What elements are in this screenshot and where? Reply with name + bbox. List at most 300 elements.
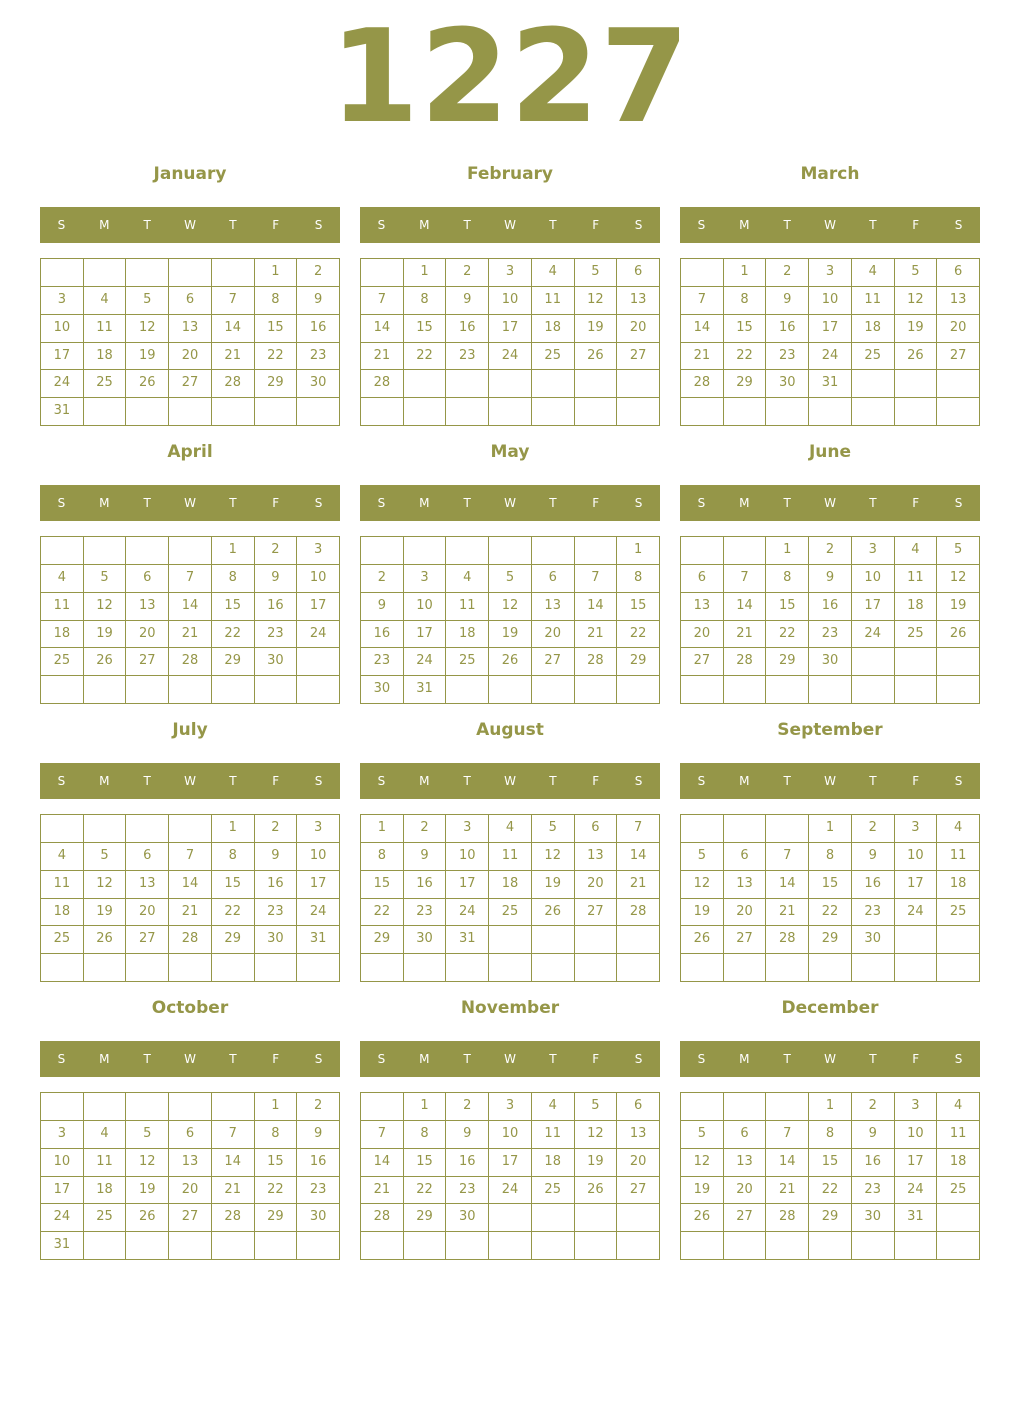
day-cell: 14 xyxy=(766,871,809,899)
day-cell: 26 xyxy=(126,370,169,398)
day-cell: 4 xyxy=(489,815,532,843)
empty-cell xyxy=(617,1204,660,1232)
day-cell: 25 xyxy=(532,1177,575,1205)
day-cell: 17 xyxy=(489,315,532,343)
day-cell: 7 xyxy=(724,565,767,593)
day-cell: 18 xyxy=(446,621,489,649)
day-cell: 27 xyxy=(169,1204,212,1232)
day-cell: 21 xyxy=(361,1177,404,1205)
day-cell: 21 xyxy=(361,343,404,371)
weekday-label: F xyxy=(592,218,600,232)
empty-cell xyxy=(617,398,660,426)
month-name: September xyxy=(777,720,883,740)
day-cell: 25 xyxy=(41,926,84,954)
day-cell: 20 xyxy=(681,621,724,649)
empty-cell xyxy=(724,1093,767,1121)
empty-cell xyxy=(489,1204,532,1232)
day-cell: 30 xyxy=(297,370,340,398)
weekday-header xyxy=(40,763,340,799)
day-cell: 7 xyxy=(681,287,724,315)
day-cell: 5 xyxy=(126,287,169,315)
day-cell: 22 xyxy=(212,899,255,927)
empty-cell xyxy=(126,1093,169,1121)
day-cell: 19 xyxy=(84,899,127,927)
day-cell: 7 xyxy=(575,565,618,593)
day-cell: 17 xyxy=(489,1149,532,1177)
day-cell: 23 xyxy=(446,1177,489,1205)
empty-cell xyxy=(169,1093,212,1121)
day-cell: 12 xyxy=(489,593,532,621)
day-cell: 30 xyxy=(446,1204,489,1232)
empty-cell xyxy=(126,954,169,982)
empty-cell xyxy=(681,537,724,565)
day-cell: 25 xyxy=(852,343,895,371)
day-cell: 24 xyxy=(809,343,852,371)
day-cell: 7 xyxy=(617,815,660,843)
day-cell: 29 xyxy=(361,926,404,954)
day-cell: 5 xyxy=(84,843,127,871)
empty-cell xyxy=(212,1093,255,1121)
day-cell: 9 xyxy=(404,843,447,871)
day-cell: 13 xyxy=(126,593,169,621)
empty-cell xyxy=(575,398,618,426)
day-cell: 1 xyxy=(212,537,255,565)
empty-cell xyxy=(126,815,169,843)
day-cell: 5 xyxy=(84,565,127,593)
day-grid xyxy=(360,536,660,704)
day-cell: 9 xyxy=(852,1121,895,1149)
weekday-label: F xyxy=(272,496,280,510)
month-name: July xyxy=(172,720,208,740)
day-cell: 6 xyxy=(937,259,980,287)
day-cell: 11 xyxy=(895,565,938,593)
day-cell: 6 xyxy=(126,565,169,593)
empty-cell xyxy=(724,676,767,704)
day-cell: 16 xyxy=(852,871,895,899)
day-cell: 4 xyxy=(532,1093,575,1121)
day-cell: 11 xyxy=(937,1121,980,1149)
day-cell: 15 xyxy=(212,593,255,621)
day-cell: 30 xyxy=(255,926,298,954)
day-cell: 23 xyxy=(297,1177,340,1205)
day-cell: 9 xyxy=(446,287,489,315)
day-cell: 31 xyxy=(809,370,852,398)
empty-cell xyxy=(575,954,618,982)
weekday-label: S xyxy=(377,774,386,788)
day-cell: 4 xyxy=(937,815,980,843)
weekday-label: F xyxy=(912,218,920,232)
day-cell: 20 xyxy=(169,343,212,371)
day-cell: 16 xyxy=(361,621,404,649)
day-cell: 10 xyxy=(895,1121,938,1149)
day-cell: 25 xyxy=(41,648,84,676)
empty-cell xyxy=(84,398,127,426)
day-cell: 22 xyxy=(404,343,447,371)
day-cell: 14 xyxy=(361,315,404,343)
day-cell: 30 xyxy=(766,370,809,398)
day-grid xyxy=(360,258,660,426)
weekday-header xyxy=(360,485,660,521)
day-cell: 9 xyxy=(852,843,895,871)
empty-cell xyxy=(575,676,618,704)
weekday-label: F xyxy=(592,774,600,788)
empty-cell xyxy=(532,954,575,982)
day-cell: 13 xyxy=(724,871,767,899)
empty-cell xyxy=(937,954,980,982)
day-cell: 6 xyxy=(724,1121,767,1149)
day-cell: 26 xyxy=(681,926,724,954)
weekday-label: W xyxy=(504,496,516,510)
day-cell: 22 xyxy=(617,621,660,649)
day-cell: 17 xyxy=(895,1149,938,1177)
day-cell: 4 xyxy=(41,843,84,871)
day-cell: 8 xyxy=(404,1121,447,1149)
day-cell: 18 xyxy=(937,1149,980,1177)
month-name: November xyxy=(460,998,560,1018)
empty-cell xyxy=(852,398,895,426)
day-cell: 17 xyxy=(41,1177,84,1205)
day-cell: 19 xyxy=(937,593,980,621)
day-cell: 18 xyxy=(532,315,575,343)
weekday-header xyxy=(40,1041,340,1077)
day-cell: 31 xyxy=(41,1232,84,1260)
day-cell: 26 xyxy=(575,343,618,371)
day-cell: 19 xyxy=(575,1149,618,1177)
weekday-label: S xyxy=(954,218,963,232)
weekday-header xyxy=(360,207,660,243)
day-cell: 11 xyxy=(852,287,895,315)
weekday-label: S xyxy=(697,218,706,232)
empty-cell xyxy=(41,259,84,287)
day-cell: 15 xyxy=(809,871,852,899)
day-cell: 21 xyxy=(212,343,255,371)
day-cell: 1 xyxy=(404,1093,447,1121)
day-cell: 11 xyxy=(532,1121,575,1149)
empty-cell xyxy=(937,926,980,954)
day-cell: 25 xyxy=(937,899,980,927)
weekday-label: W xyxy=(184,1052,196,1066)
day-cell: 27 xyxy=(617,343,660,371)
empty-cell xyxy=(852,954,895,982)
empty-cell xyxy=(532,926,575,954)
day-cell: 7 xyxy=(212,287,255,315)
empty-cell xyxy=(809,398,852,426)
weekday-label: M xyxy=(419,218,430,232)
day-cell: 5 xyxy=(126,1121,169,1149)
day-cell: 13 xyxy=(126,871,169,899)
day-cell: 24 xyxy=(404,648,447,676)
empty-cell xyxy=(489,537,532,565)
empty-cell xyxy=(724,398,767,426)
empty-cell xyxy=(681,954,724,982)
day-cell: 5 xyxy=(575,259,618,287)
day-cell: 28 xyxy=(724,648,767,676)
day-cell: 13 xyxy=(532,593,575,621)
day-cell: 27 xyxy=(532,648,575,676)
day-cell: 23 xyxy=(766,343,809,371)
day-cell: 22 xyxy=(255,343,298,371)
day-cell: 8 xyxy=(255,287,298,315)
day-cell: 20 xyxy=(575,871,618,899)
empty-cell xyxy=(446,676,489,704)
day-grid xyxy=(40,258,340,426)
day-cell: 10 xyxy=(489,1121,532,1149)
empty-cell xyxy=(489,370,532,398)
day-cell: 23 xyxy=(446,343,489,371)
empty-cell xyxy=(446,1232,489,1260)
empty-cell xyxy=(169,815,212,843)
empty-cell xyxy=(852,370,895,398)
day-cell: 6 xyxy=(169,287,212,315)
weekday-label: M xyxy=(419,774,430,788)
day-cell: 3 xyxy=(446,815,489,843)
day-cell: 21 xyxy=(212,1177,255,1205)
day-cell: 24 xyxy=(297,621,340,649)
day-cell: 1 xyxy=(255,259,298,287)
empty-cell xyxy=(895,648,938,676)
weekday-label: W xyxy=(824,774,836,788)
day-cell: 12 xyxy=(532,843,575,871)
day-cell: 24 xyxy=(489,343,532,371)
day-cell: 29 xyxy=(766,648,809,676)
day-cell: 6 xyxy=(617,1093,660,1121)
empty-cell xyxy=(361,1093,404,1121)
empty-cell xyxy=(404,370,447,398)
empty-cell xyxy=(41,537,84,565)
day-cell: 25 xyxy=(489,899,532,927)
empty-cell xyxy=(809,954,852,982)
day-cell: 15 xyxy=(255,1149,298,1177)
day-cell: 9 xyxy=(255,565,298,593)
empty-cell xyxy=(766,815,809,843)
day-cell: 27 xyxy=(575,899,618,927)
month-name: October xyxy=(151,998,229,1018)
weekday-label: F xyxy=(592,496,600,510)
month-name: December xyxy=(781,998,879,1018)
day-cell: 24 xyxy=(297,899,340,927)
weekday-label: S xyxy=(377,218,386,232)
day-cell: 19 xyxy=(895,315,938,343)
empty-cell xyxy=(41,1093,84,1121)
day-cell: 17 xyxy=(297,593,340,621)
weekday-label: M xyxy=(99,774,110,788)
empty-cell xyxy=(575,1232,618,1260)
weekday-label: W xyxy=(824,218,836,232)
day-cell: 28 xyxy=(575,648,618,676)
day-cell: 3 xyxy=(41,1121,84,1149)
day-cell: 12 xyxy=(126,1149,169,1177)
day-cell: 31 xyxy=(41,398,84,426)
day-cell: 28 xyxy=(361,1204,404,1232)
empty-cell xyxy=(297,398,340,426)
day-cell: 14 xyxy=(766,1149,809,1177)
empty-cell xyxy=(212,676,255,704)
day-cell: 29 xyxy=(809,1204,852,1232)
empty-cell xyxy=(489,954,532,982)
day-cell: 10 xyxy=(404,593,447,621)
day-cell: 28 xyxy=(766,926,809,954)
day-cell: 6 xyxy=(681,565,724,593)
day-cell: 3 xyxy=(895,815,938,843)
day-cell: 5 xyxy=(575,1093,618,1121)
day-cell: 8 xyxy=(617,565,660,593)
day-cell: 1 xyxy=(809,1093,852,1121)
empty-cell xyxy=(681,676,724,704)
weekday-label: W xyxy=(184,496,196,510)
day-cell: 12 xyxy=(895,287,938,315)
weekday-label: W xyxy=(184,774,196,788)
day-cell: 7 xyxy=(766,1121,809,1149)
day-cell: 30 xyxy=(852,926,895,954)
empty-cell xyxy=(532,537,575,565)
day-cell: 25 xyxy=(84,370,127,398)
empty-cell xyxy=(766,1093,809,1121)
day-cell: 4 xyxy=(852,259,895,287)
day-cell: 11 xyxy=(446,593,489,621)
day-cell: 26 xyxy=(84,648,127,676)
day-cell: 22 xyxy=(724,343,767,371)
day-cell: 11 xyxy=(84,1149,127,1177)
month-name: January xyxy=(153,164,227,184)
day-cell: 26 xyxy=(84,926,127,954)
empty-cell xyxy=(212,954,255,982)
empty-cell xyxy=(809,1232,852,1260)
day-cell: 7 xyxy=(361,287,404,315)
day-cell: 29 xyxy=(212,648,255,676)
day-cell: 8 xyxy=(361,843,404,871)
day-cell: 16 xyxy=(446,315,489,343)
empty-cell xyxy=(617,926,660,954)
day-cell: 12 xyxy=(126,315,169,343)
day-cell: 12 xyxy=(84,871,127,899)
day-cell: 15 xyxy=(617,593,660,621)
day-cell: 26 xyxy=(126,1204,169,1232)
empty-cell xyxy=(84,815,127,843)
empty-cell xyxy=(724,815,767,843)
empty-cell xyxy=(84,1093,127,1121)
empty-cell xyxy=(852,676,895,704)
empty-cell xyxy=(617,676,660,704)
empty-cell xyxy=(126,259,169,287)
day-cell: 27 xyxy=(724,926,767,954)
day-cell: 3 xyxy=(895,1093,938,1121)
day-cell: 13 xyxy=(169,315,212,343)
day-cell: 18 xyxy=(895,593,938,621)
day-cell: 15 xyxy=(404,315,447,343)
empty-cell xyxy=(681,815,724,843)
day-cell: 21 xyxy=(724,621,767,649)
day-cell: 22 xyxy=(212,621,255,649)
empty-cell xyxy=(937,1232,980,1260)
day-cell: 3 xyxy=(297,537,340,565)
day-cell: 24 xyxy=(489,1177,532,1205)
weekday-label: S xyxy=(377,496,386,510)
empty-cell xyxy=(575,370,618,398)
empty-cell xyxy=(404,1232,447,1260)
day-cell: 8 xyxy=(212,843,255,871)
day-cell: 1 xyxy=(404,259,447,287)
empty-cell xyxy=(446,398,489,426)
day-cell: 2 xyxy=(297,259,340,287)
weekday-label: S xyxy=(697,496,706,510)
weekday-label: S xyxy=(377,1052,386,1066)
day-cell: 12 xyxy=(575,287,618,315)
weekday-label: S xyxy=(57,218,66,232)
day-cell: 8 xyxy=(255,1121,298,1149)
day-cell: 3 xyxy=(809,259,852,287)
day-cell: 29 xyxy=(404,1204,447,1232)
weekday-label: S xyxy=(57,496,66,510)
day-cell: 5 xyxy=(895,259,938,287)
day-cell: 25 xyxy=(84,1204,127,1232)
day-cell: 21 xyxy=(169,621,212,649)
day-cell: 28 xyxy=(681,370,724,398)
empty-cell xyxy=(617,370,660,398)
day-grid xyxy=(40,814,340,982)
weekday-label: M xyxy=(739,218,750,232)
empty-cell xyxy=(766,1232,809,1260)
day-cell: 28 xyxy=(361,370,404,398)
day-cell: 3 xyxy=(297,815,340,843)
day-cell: 3 xyxy=(404,565,447,593)
day-cell: 7 xyxy=(169,565,212,593)
empty-cell xyxy=(617,1232,660,1260)
day-cell: 27 xyxy=(126,926,169,954)
empty-cell xyxy=(766,954,809,982)
day-cell: 3 xyxy=(852,537,895,565)
day-cell: 14 xyxy=(681,315,724,343)
empty-cell xyxy=(84,259,127,287)
day-cell: 8 xyxy=(724,287,767,315)
day-cell: 26 xyxy=(937,621,980,649)
day-cell: 21 xyxy=(617,871,660,899)
weekday-label: T xyxy=(463,774,471,788)
month-name: August xyxy=(476,720,544,740)
day-cell: 7 xyxy=(766,843,809,871)
day-cell: 5 xyxy=(937,537,980,565)
empty-cell xyxy=(895,1232,938,1260)
weekday-header xyxy=(680,1041,980,1077)
day-cell: 9 xyxy=(297,1121,340,1149)
day-cell: 8 xyxy=(809,843,852,871)
day-cell: 15 xyxy=(404,1149,447,1177)
day-cell: 6 xyxy=(126,843,169,871)
day-cell: 19 xyxy=(532,871,575,899)
day-cell: 27 xyxy=(126,648,169,676)
day-cell: 29 xyxy=(809,926,852,954)
day-cell: 11 xyxy=(84,315,127,343)
day-cell: 13 xyxy=(681,593,724,621)
empty-cell xyxy=(724,537,767,565)
empty-cell xyxy=(126,398,169,426)
day-cell: 1 xyxy=(766,537,809,565)
day-cell: 9 xyxy=(446,1121,489,1149)
day-cell: 8 xyxy=(212,565,255,593)
day-cell: 20 xyxy=(724,899,767,927)
day-cell: 10 xyxy=(809,287,852,315)
day-cell: 11 xyxy=(532,287,575,315)
empty-cell xyxy=(169,259,212,287)
day-cell: 31 xyxy=(446,926,489,954)
empty-cell xyxy=(84,537,127,565)
day-cell: 19 xyxy=(126,1177,169,1205)
weekday-label: S xyxy=(314,1052,323,1066)
day-cell: 13 xyxy=(724,1149,767,1177)
day-cell: 6 xyxy=(617,259,660,287)
day-cell: 3 xyxy=(489,259,532,287)
empty-cell xyxy=(937,370,980,398)
day-cell: 14 xyxy=(617,843,660,871)
